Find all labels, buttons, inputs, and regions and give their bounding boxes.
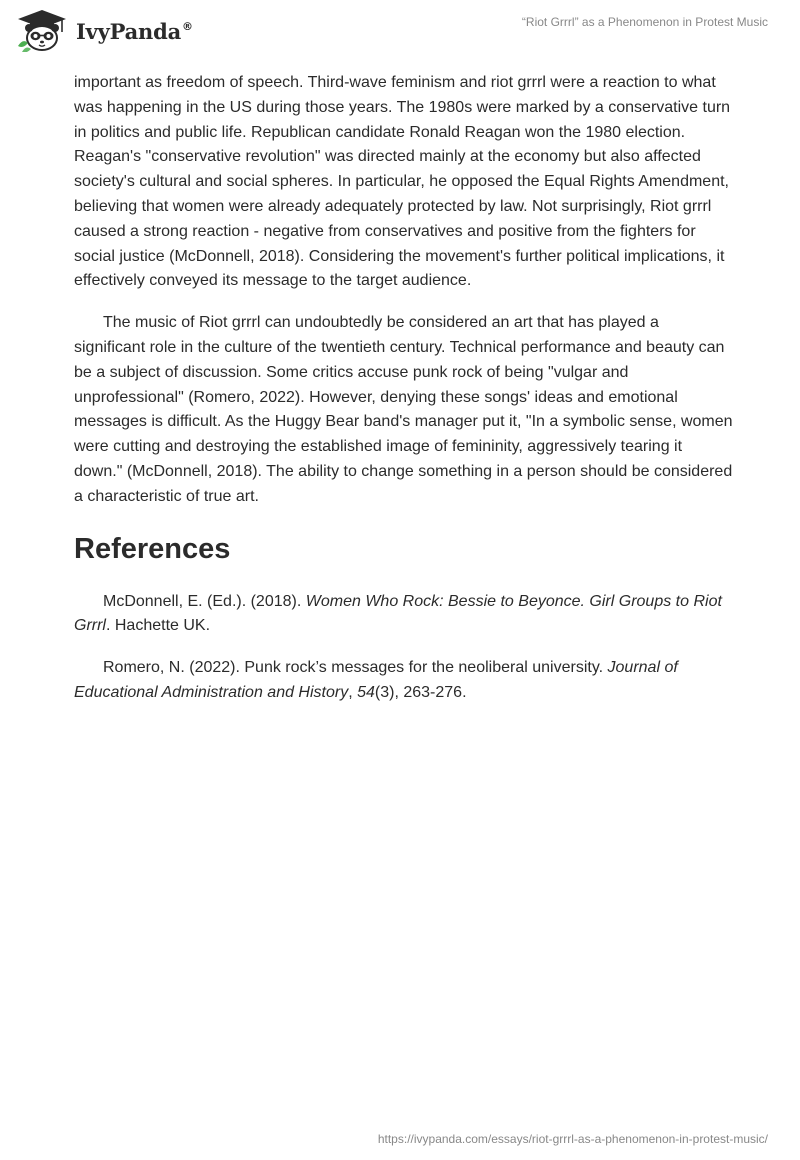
reference-journal: Journal of Educational Administration and History — [74, 659, 678, 701]
source-url[interactable]: https://ivypanda.com/essays/riot-grrrl-as-a-phenomenon-in-protest-music/ — [377, 1132, 768, 1146]
references-heading: References — [74, 532, 231, 565]
reference-title: Women Who Rock: Bessie to Beyonce. Girl Groups to Riot Grrrl — [74, 592, 722, 635]
reference-item — [74, 656, 734, 706]
reference-text: , — [348, 683, 358, 701]
reference-volume: 54 — [357, 683, 375, 701]
essay-content — [74, 71, 734, 723]
reference-text: McDonnell, E. (Ed.). (2018). — [103, 592, 306, 610]
body-paragraph: The music of Riot grrrl can undoubtedly be considered an art that has played a significant role in the culture of the twentieth century. Technical performance and beauty can be a subject of discussion. Some critics accuse punk rock of being "vulgar and unprofessional" (Romero, 2022). However, denying these songs' ideas and emotional messages is difficult. As the Huggy Bear band's manager put it, "In a symbolic sense, women were cutting and destroying the established image of femininity, aggressively tearing it down." (McDonnell, 2018). The ability to change something in a person should be considered a characteristic of true art. — [74, 314, 733, 505]
body-paragraph: important as freedom of speech. Third-wave feminism and riot grrrl were a reaction to what was happening in the US during those years. The 1980s were marked by a conservative turn in politics and public life. Republican candidate Ronald Reagan won the 1980 election. Reagan's "conservative revolution" was directed mainly at the economy but also affected society's cultural and social spheres. In particular, he opposed the Equal Rights Amendment, believing that women were already adequately protected by law. Not surprisingly, Riot grrrl caused a strong reaction - negative from conservatives and positive from the fighters for social justice (McDonnell, 2018). Considering the movement's further political implications, it effectively conveyed its message to the target audience. — [74, 74, 731, 290]
running-title: “Riot Grrrl” as a Phenomenon in Protest Music — [521, 15, 768, 29]
reference-text: Romero, N. (2022). Punk rock’s messages for the neoliberal university. — [103, 659, 608, 677]
ivypanda-logo[interactable] — [14, 8, 193, 52]
registered-mark: ® — [182, 19, 193, 33]
logo-wordmark — [76, 19, 193, 44]
panda-graduation-cap-icon — [14, 8, 70, 52]
reference-text: (3), 263-276. — [374, 683, 467, 701]
reference-text: . Hachette UK. — [105, 617, 211, 635]
logo-text: IvyPanda — [76, 18, 182, 44]
reference-item — [74, 590, 734, 640]
page-header — [0, 0, 800, 70]
